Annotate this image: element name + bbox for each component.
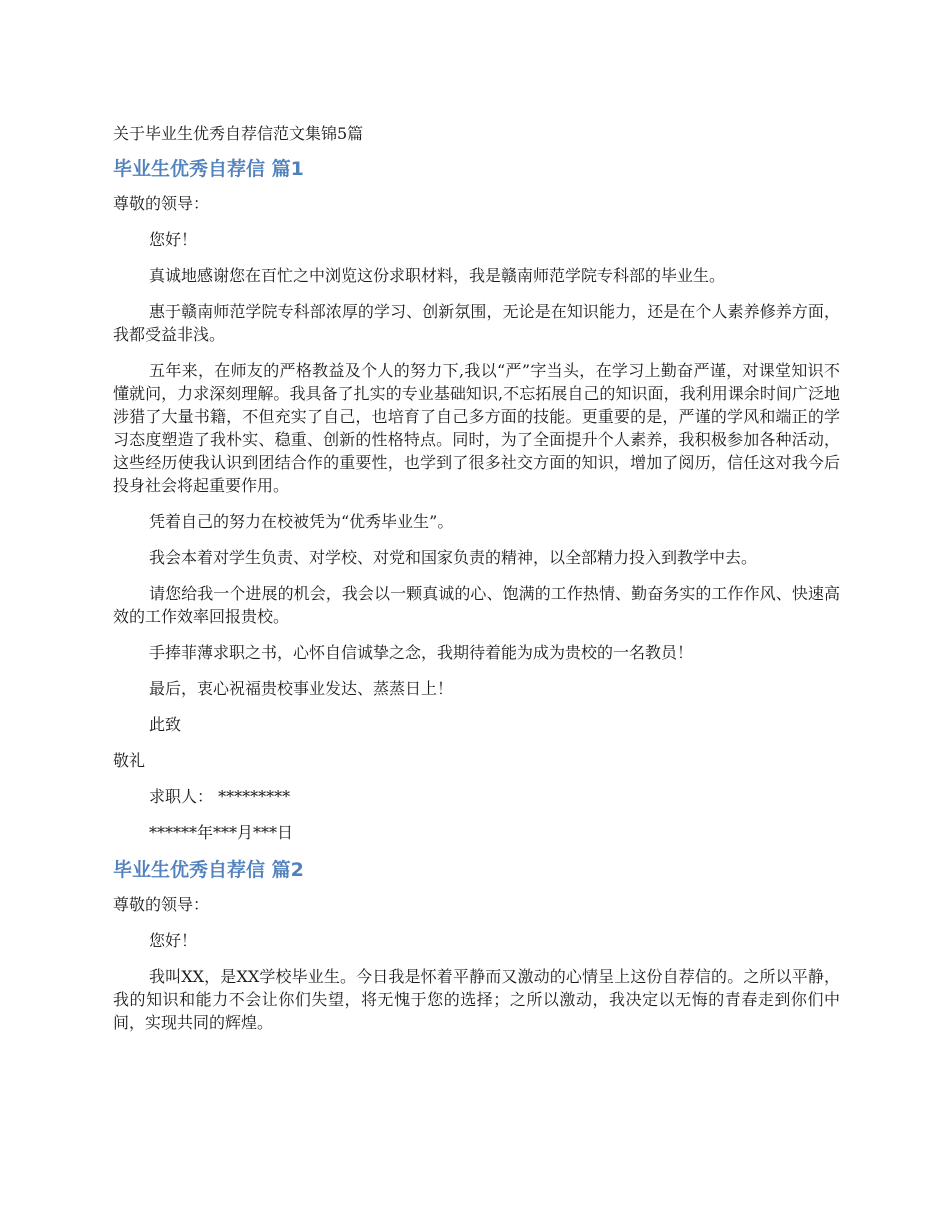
body-paragraph: 凭着自己的努力在校被凭为“优秀毕业生”。	[149, 512, 454, 531]
body-paragraph: 五年来，在师友的严格教益及个人的努力下,我以“严”字当头，在学习上勤奋严谨，对课堂知识不懂就问，力求深刻理解。我具备了扎实的专业基础知识,不忘拓展自己的知识面，我利用课余时间广泛地涉猎了大量书籍，不但充实了自己，也培育了自己多方面的技能。更重要的是，严谨的学风和端正的学习态度塑造了我朴实、稳重、创新的性格特点。同时，为了全面提升个人素养，我积极参加各种活动，这些经历使我认识到团结合作的重要性，也学到了很多社交方面的知识，增加了阅历，信任这对我今后投身社会将起重要作用。	[113, 361, 840, 495]
date-line: ******年***月***日	[149, 823, 294, 842]
body-paragraph: 手捧菲薄求职之书，心怀自信诚挚之念，我期待着能为成为贵校的一名教员！	[149, 643, 694, 662]
document-page	[113, 122, 840, 1047]
section-2	[113, 857, 840, 1034]
body-paragraph: 真诚地感谢您在百忙之中浏览这份求职材料，我是赣南师范学院专科部的毕业生。	[149, 266, 726, 285]
body-paragraph: 惠于赣南师范学院专科部浓厚的学习、创新氛围，无论是在知识能力，还是在个人素养修养方面，我都受益非浅。	[113, 302, 840, 344]
section-heading: 毕业生优秀自荐信 篇2	[113, 859, 304, 881]
body-paragraph: 最后，衷心祝福贵校事业发达、蒸蒸日上！	[149, 679, 454, 698]
section-1	[113, 156, 840, 844]
body-paragraph: 我会本着对学生负责、对学校、对党和国家负责的精神，以全部精力投入到教学中去。	[149, 548, 758, 567]
salutation: 尊敬的领导：	[113, 194, 210, 213]
applicant-line: 求职人： *********	[149, 787, 291, 806]
salutation: 尊敬的领导：	[113, 895, 210, 914]
section-heading: 毕业生优秀自荐信 篇1	[113, 158, 304, 180]
regards: 敬礼	[113, 751, 146, 770]
greeting: 您好！	[149, 931, 198, 950]
body-paragraph: 请您给我一个进展的机会，我会以一颗真诚的心、饱满的工作热情、勤奋务实的工作作风、快速高效的工作效率回报贵校。	[113, 584, 840, 626]
closing: 此致	[149, 715, 182, 734]
greeting: 您好！	[149, 230, 198, 249]
body-paragraph: 我叫XX，是XX学校毕业生。今日我是怀着平静而又激动的心情呈上这份自荐信的。之所以平静，我的知识和能力不会让你们失望，将无愧于您的选择；之所以激动，我决定以无悔的青春走到你们中间，实现共同的辉煌。	[113, 967, 840, 1032]
document-title: 关于毕业生优秀自荐信范文集锦5篇	[113, 124, 364, 143]
